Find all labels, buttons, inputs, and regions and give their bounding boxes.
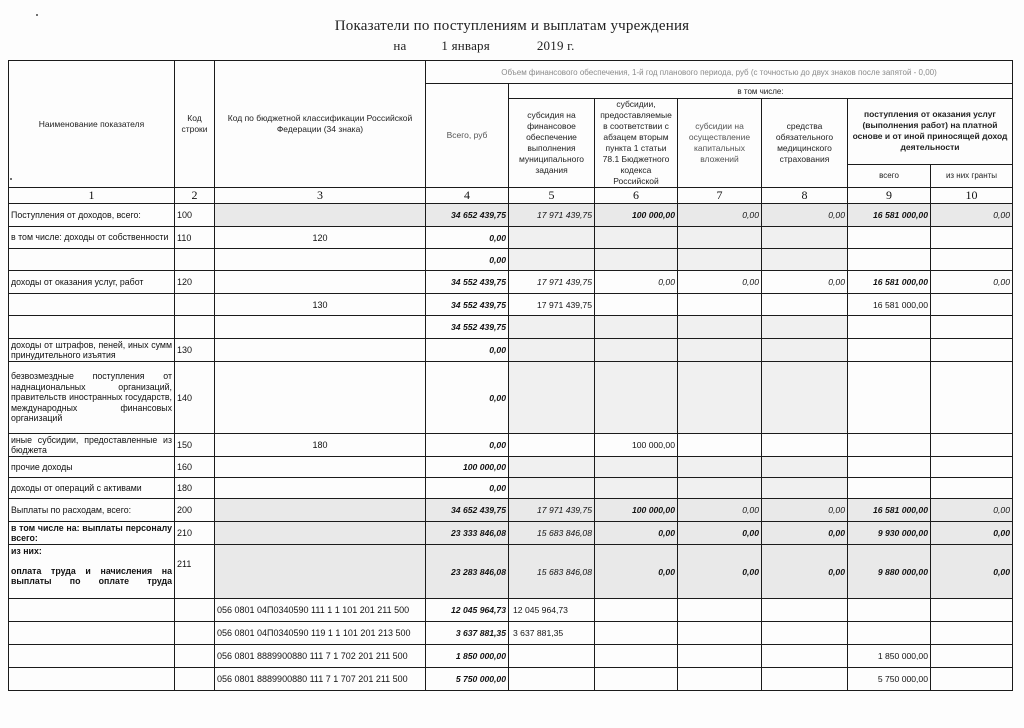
table-row [9, 339, 1013, 362]
row-name: доходы от операций с активами [9, 478, 175, 499]
cell-c6 [595, 362, 678, 434]
cell-c9: 5 750 000,00 [848, 668, 931, 691]
cell-c7 [678, 339, 762, 362]
row-code [175, 294, 215, 316]
cell-total: 12 045 964,73 [426, 599, 509, 622]
title-date: 1 января [441, 38, 490, 53]
cell-c7: 0,00 [678, 271, 762, 294]
row-bk: 056 0801 04П0340590 119 1 1 101 201 213 500 [215, 622, 426, 645]
cell-c7 [678, 622, 762, 645]
cell-c7 [678, 227, 762, 249]
indicators-table [8, 60, 1013, 691]
row-bk: 056 0801 8889900880 111 7 1 702 201 211 500 [215, 645, 426, 668]
cell-total: 0,00 [426, 434, 509, 457]
cell-c6 [595, 249, 678, 271]
title-line: Показатели по поступлениям и выплатам учреждения [334, 18, 690, 34]
row-name: безвозмездные поступления от наднациональных организаций, правительств иностранных государств, международных финансовых организаций [9, 362, 175, 434]
cell-c7: 0,00 [678, 522, 762, 545]
cell-c5: 17 971 439,75 [509, 294, 595, 316]
cell-c7 [678, 645, 762, 668]
title-year: 2019 г. [536, 38, 575, 53]
row-bk [215, 204, 426, 227]
column-number: 2 [175, 188, 215, 204]
row-bk [215, 545, 426, 599]
cell-c5: 17 971 439,75 [509, 204, 595, 227]
table-row [9, 499, 1013, 522]
cell-c7 [678, 599, 762, 622]
row-code: 160 [175, 457, 215, 478]
cell-c10 [931, 227, 1013, 249]
cell-c9 [848, 457, 931, 478]
cell-c10 [931, 622, 1013, 645]
cell-c9: 9 880 000,00 [848, 545, 931, 599]
cell-total: 23 333 846,08 [426, 522, 509, 545]
cell-c5 [509, 668, 595, 691]
row-bk [215, 271, 426, 294]
table-row [9, 316, 1013, 339]
cell-c10: 0,00 [931, 499, 1013, 522]
row-bk [215, 339, 426, 362]
column-number: 3 [215, 188, 426, 204]
cell-c9 [848, 434, 931, 457]
cell-c5: 3 637 881,35 [509, 622, 595, 645]
cell-c6 [595, 478, 678, 499]
cell-total: 34 552 439,75 [426, 316, 509, 339]
cell-c8: 0,00 [762, 522, 848, 545]
document-title [0, 18, 1024, 54]
row-code [175, 599, 215, 622]
header-total: Всего, руб [426, 84, 509, 188]
column-number: 5 [509, 188, 595, 204]
cell-total: 100 000,00 [426, 457, 509, 478]
row-bk [215, 478, 426, 499]
cell-c5 [509, 645, 595, 668]
cell-c7 [678, 668, 762, 691]
cell-c10 [931, 434, 1013, 457]
row-name: в том числе на: выплаты персоналу всего: [9, 522, 175, 545]
cell-c5 [509, 316, 595, 339]
cell-c10 [931, 599, 1013, 622]
cell-c6: 100 000,00 [595, 499, 678, 522]
cell-c9 [848, 622, 931, 645]
title-on: на [393, 38, 407, 53]
cell-c10 [931, 478, 1013, 499]
header-name: Наименование показателя [9, 61, 175, 188]
cell-c6: 0,00 [595, 522, 678, 545]
cell-total: 0,00 [426, 362, 509, 434]
cell-c8 [762, 249, 848, 271]
row-name: Выплаты по расходам, всего: [9, 499, 175, 522]
cell-c8: 0,00 [762, 204, 848, 227]
cell-c9 [848, 227, 931, 249]
column-number: 7 [678, 188, 762, 204]
row-code: 211 [175, 545, 215, 599]
row-name [9, 645, 175, 668]
header-col6: субсидии, предоставляемые в соответствии с абзацем вторым пункта 1 статьи 78.1 Бюджетного кодекса Российской [595, 99, 678, 188]
cell-c5: 12 045 964,73 [509, 599, 595, 622]
column-numbers-row [9, 188, 1013, 204]
cell-c6 [595, 227, 678, 249]
cell-c9 [848, 362, 931, 434]
scan-speck [10, 178, 12, 180]
cell-c6: 0,00 [595, 545, 678, 599]
header-col8: средства обязательного медицинского страхования [762, 99, 848, 188]
cell-c5 [509, 478, 595, 499]
cell-c7 [678, 294, 762, 316]
cell-c9: 16 581 000,00 [848, 499, 931, 522]
scan-speck [36, 14, 38, 16]
column-number: 6 [595, 188, 678, 204]
cell-c5 [509, 362, 595, 434]
table-row [9, 249, 1013, 271]
table-row [9, 294, 1013, 316]
cell-c10: 0,00 [931, 522, 1013, 545]
row-code [175, 249, 215, 271]
cell-c10: 0,00 [931, 271, 1013, 294]
cell-c8 [762, 362, 848, 434]
cell-c6: 100 000,00 [595, 434, 678, 457]
header-col9-group: поступления от оказания услуг (выполнения работ) на платной основе и от иной приносящей доход деятельности [848, 99, 1013, 165]
header-bk: Код по бюджетной классификации Российской Федерации (34 знака) [215, 61, 426, 188]
cell-c5 [509, 227, 595, 249]
cell-c9: 16 581 000,00 [848, 294, 931, 316]
column-number: 4 [426, 188, 509, 204]
cell-c9: 16 581 000,00 [848, 271, 931, 294]
row-bk: 180 [215, 434, 426, 457]
cell-c5: 15 683 846,08 [509, 545, 595, 599]
row-name: иные субсидии, предоставленные из бюджета [9, 434, 175, 457]
cell-total: 3 637 881,35 [426, 622, 509, 645]
row-name: доходы от штрафов, пеней, иных сумм принудительного изъятия [9, 339, 175, 362]
table-row [9, 668, 1013, 691]
title-date-line [0, 38, 1024, 54]
cell-c7 [678, 434, 762, 457]
row-bk [215, 522, 426, 545]
row-code: 180 [175, 478, 215, 499]
row-bk: 056 0801 8889900880 111 7 1 707 201 211 500 [215, 668, 426, 691]
cell-c6: 0,00 [595, 271, 678, 294]
cell-c7: 0,00 [678, 545, 762, 599]
table-row [9, 522, 1013, 545]
row-name [9, 316, 175, 339]
cell-c5: 17 971 439,75 [509, 271, 595, 294]
cell-c6 [595, 457, 678, 478]
cell-c8 [762, 457, 848, 478]
cell-c8 [762, 294, 848, 316]
cell-c10 [931, 645, 1013, 668]
row-name: Поступления от доходов, всего: [9, 204, 175, 227]
header-code: Код строки [175, 61, 215, 188]
cell-c9 [848, 249, 931, 271]
row-bk [215, 249, 426, 271]
table-row [9, 362, 1013, 434]
cell-c6 [595, 668, 678, 691]
cell-c8 [762, 478, 848, 499]
cell-c8 [762, 622, 848, 645]
row-name [9, 249, 175, 271]
row-code [175, 645, 215, 668]
table-row [9, 227, 1013, 249]
row-name [9, 294, 175, 316]
table-row [9, 434, 1013, 457]
cell-c5: 15 683 846,08 [509, 522, 595, 545]
cell-c5: 17 971 439,75 [509, 499, 595, 522]
column-number: 10 [931, 188, 1013, 204]
cell-c6 [595, 645, 678, 668]
cell-c7 [678, 362, 762, 434]
row-name [9, 622, 175, 645]
row-code: 120 [175, 271, 215, 294]
cell-c7 [678, 457, 762, 478]
cell-c10 [931, 668, 1013, 691]
cell-c6 [595, 622, 678, 645]
header-incl: в том числе: [509, 84, 1013, 99]
header-col7: субсидии на осуществление капитальных вложений [678, 99, 762, 188]
row-name: в том числе: доходы от собственности [9, 227, 175, 249]
table-row [9, 645, 1013, 668]
row-name-cell [9, 545, 175, 599]
cell-c8: 0,00 [762, 271, 848, 294]
cell-c5 [509, 249, 595, 271]
cell-c8: 0,00 [762, 499, 848, 522]
row-code [175, 316, 215, 339]
cell-c5 [509, 434, 595, 457]
header-volume-caption: Объем финансового обеспечения, 1-й год планового периода, руб (с точностью до двух знаков после запятой - 0,00) [426, 61, 1013, 84]
row-name [9, 668, 175, 691]
row-code: 200 [175, 499, 215, 522]
row-bk [215, 316, 426, 339]
cell-total: 0,00 [426, 249, 509, 271]
cell-c8 [762, 599, 848, 622]
cell-c8 [762, 339, 848, 362]
header-col5: субсидия на финансовое обеспечение выполнения муниципального задания [509, 99, 595, 188]
cell-total: 34 552 439,75 [426, 271, 509, 294]
cell-total: 34 652 439,75 [426, 204, 509, 227]
cell-c8 [762, 434, 848, 457]
cell-c10: 0,00 [931, 204, 1013, 227]
cell-c8 [762, 668, 848, 691]
row-code: 110 [175, 227, 215, 249]
cell-c9 [848, 316, 931, 339]
cell-c5 [509, 339, 595, 362]
row-code: 150 [175, 434, 215, 457]
row-name-top: из них: [11, 546, 42, 556]
cell-c8 [762, 227, 848, 249]
cell-c6 [595, 339, 678, 362]
cell-c9: 1 850 000,00 [848, 645, 931, 668]
cell-c8: 0,00 [762, 545, 848, 599]
cell-total: 1 850 000,00 [426, 645, 509, 668]
table-row [9, 545, 1013, 599]
cell-total: 5 750 000,00 [426, 668, 509, 691]
table-row [9, 622, 1013, 645]
cell-c9 [848, 599, 931, 622]
cell-c9 [848, 478, 931, 499]
cell-c6 [595, 316, 678, 339]
cell-c9 [848, 339, 931, 362]
cell-c10 [931, 249, 1013, 271]
cell-c6: 100 000,00 [595, 204, 678, 227]
cell-c10 [931, 316, 1013, 339]
cell-c8 [762, 316, 848, 339]
cell-c7 [678, 316, 762, 339]
row-name: прочие доходы [9, 457, 175, 478]
cell-c7 [678, 249, 762, 271]
row-bk: 130 [215, 294, 426, 316]
row-code: 100 [175, 204, 215, 227]
row-bk [215, 362, 426, 434]
cell-c8 [762, 645, 848, 668]
table-row [9, 204, 1013, 227]
cell-c6 [595, 294, 678, 316]
cell-c10 [931, 294, 1013, 316]
header-col10: из них гранты [931, 164, 1013, 187]
column-number: 1 [9, 188, 175, 204]
row-bk [215, 457, 426, 478]
cell-c7: 0,00 [678, 499, 762, 522]
table-row [9, 271, 1013, 294]
row-code [175, 668, 215, 691]
cell-c7 [678, 478, 762, 499]
cell-c6 [595, 599, 678, 622]
cell-c10: 0,00 [931, 545, 1013, 599]
table-row [9, 599, 1013, 622]
row-code [175, 622, 215, 645]
cell-total: 0,00 [426, 339, 509, 362]
row-name: оплата труда и начисления на выплаты по оплате труда [11, 565, 172, 586]
row-name: доходы от оказания услуг, работ [9, 271, 175, 294]
cell-c10 [931, 362, 1013, 434]
cell-c7: 0,00 [678, 204, 762, 227]
row-code: 210 [175, 522, 215, 545]
cell-c9: 16 581 000,00 [848, 204, 931, 227]
column-number: 8 [762, 188, 848, 204]
cell-total: 34 652 439,75 [426, 499, 509, 522]
row-bk: 056 0801 04П0340590 111 1 1 101 201 211 500 [215, 599, 426, 622]
column-number: 9 [848, 188, 931, 204]
table-row [9, 457, 1013, 478]
row-bk: 120 [215, 227, 426, 249]
row-bk [215, 499, 426, 522]
row-name [9, 599, 175, 622]
cell-total: 0,00 [426, 227, 509, 249]
row-code: 140 [175, 362, 215, 434]
cell-c9: 9 930 000,00 [848, 522, 931, 545]
cell-c10 [931, 339, 1013, 362]
row-code: 130 [175, 339, 215, 362]
cell-total: 23 283 846,08 [426, 545, 509, 599]
cell-total: 0,00 [426, 478, 509, 499]
cell-c5 [509, 457, 595, 478]
cell-c10 [931, 457, 1013, 478]
table-row [9, 478, 1013, 499]
header-col9: всего [848, 164, 931, 187]
cell-total: 34 552 439,75 [426, 294, 509, 316]
